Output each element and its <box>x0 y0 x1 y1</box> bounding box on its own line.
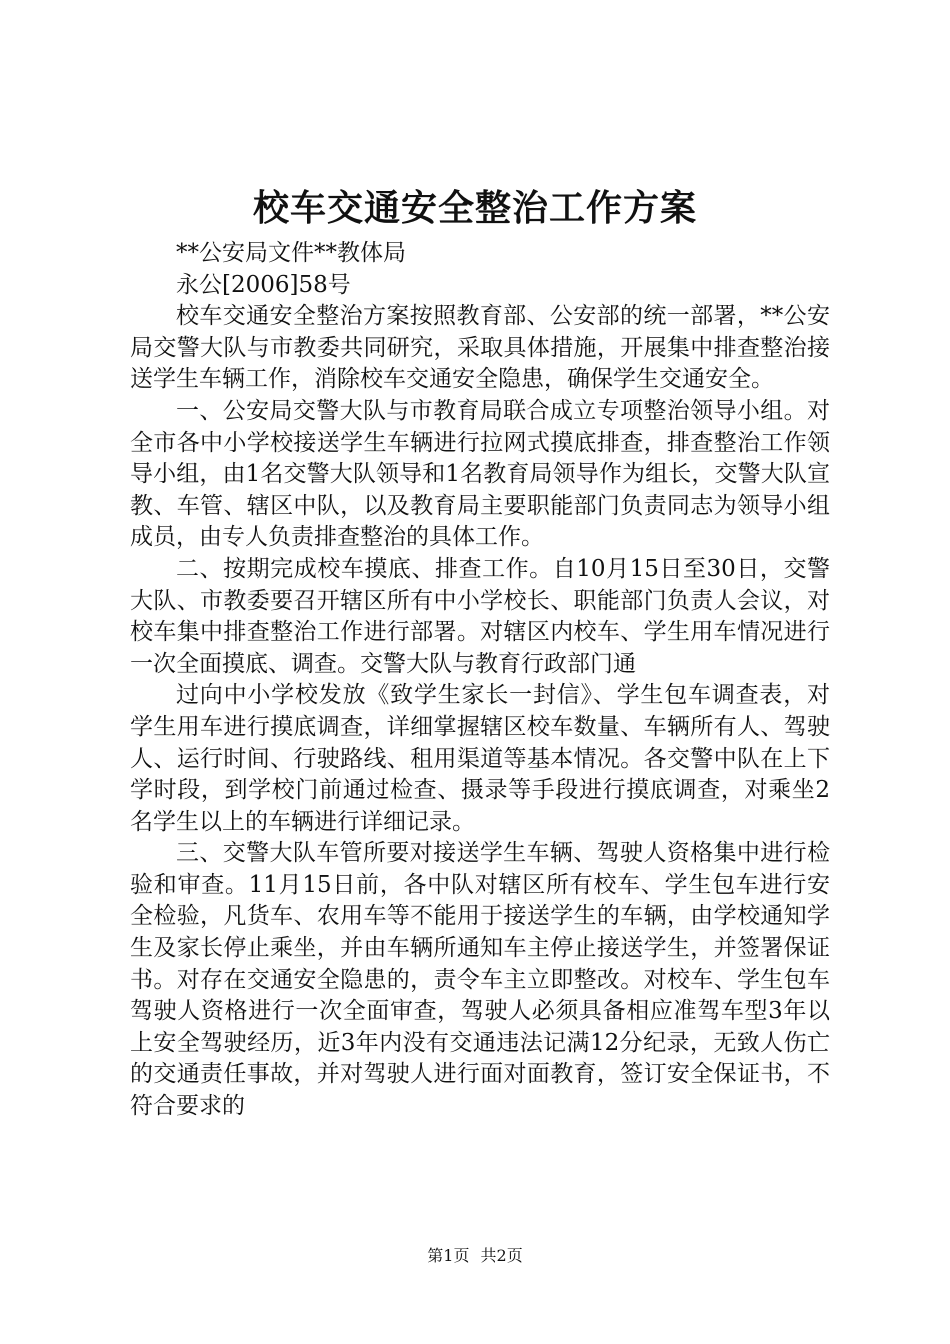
issuer-line: **公安局文件**教体局 <box>176 240 406 266</box>
paragraph-section-1: 一、公安局交警大队与市教育局联合成立专项整治领导小组。对全市各中小学校接送学生车辆进行拉网式摸底排查，排查整治工作领导小组，由1名交警大队领导和1名教育局领导作为组长，交警大队宣教、车管、辖区中队，以及教育局主要职能部门负责同志为领导小组成员，由专人负责排查整治的具体工作。 <box>130 397 830 551</box>
page-number-current: 第1页 <box>427 1246 470 1265</box>
document-title: 校车交通安全整治工作方案 <box>252 187 697 229</box>
page-footer <box>0 1245 950 1267</box>
document-number: 永公[2006]58号 <box>176 271 351 298</box>
paragraph-section-2-continued: 过向中小学校发放《致学生家长一封信》、学生包车调查表，对学生用车进行摸底调查，详细掌握辖区校车数量、车辆所有人、驾驶人、运行时间、行驶路线、租用渠道等基本情况。各交警中队在上下学时段，到学校门前通过检查、摄录等手段进行摸底调查，对乘坐2名学生以上的车辆进行详细记录。 <box>130 682 830 835</box>
paragraph-section-3: 三、交警大队车管所要对接送学生车辆、驾驶人资格集中进行检验和审查。11月15日前，各中队对辖区所有校车、学生包车进行安全检验，凡货车、农用车等不能用于接送学生的车辆，由学校通知学生及家长停止乘坐，并由车辆所通知车主停止接送学生，并签署保证书。对存在交通安全隐患的，责令车主立即整改。对校车、学生包车驾驶人资格进行一次全面审查，驾驶人必须具备相应准驾车型3年以上安全驾驶经历，近3年内没有交通违法记满12分纪录，无致人伤亡的交通责任事故，并对驾驶人进行面对面教育，签订安全保证书，不符合要求的 <box>130 840 830 1120</box>
paragraph-section-2: 二、按期完成校车摸底、排查工作。自10月15日至30日，交警大队、市教委要召开辖区所有中小学校长、职能部门负责人会议，对校车集中排查整治工作进行部署。对辖区内校车、学生用车情况进行一次全面摸底、调查。交警大队与教育行政部门通 <box>130 555 830 677</box>
paragraph-intro: 校车交通安全整治方案按照教育部、公安部的统一部署，**公安局交警大队与市教委共同研究，采取具体措施，开展集中排查整治接送学生车辆工作，消除校车交通安全隐患，确保学生交通安全。 <box>130 303 830 393</box>
document-body <box>130 238 830 1123</box>
page-number-total: 共2页 <box>480 1246 523 1265</box>
